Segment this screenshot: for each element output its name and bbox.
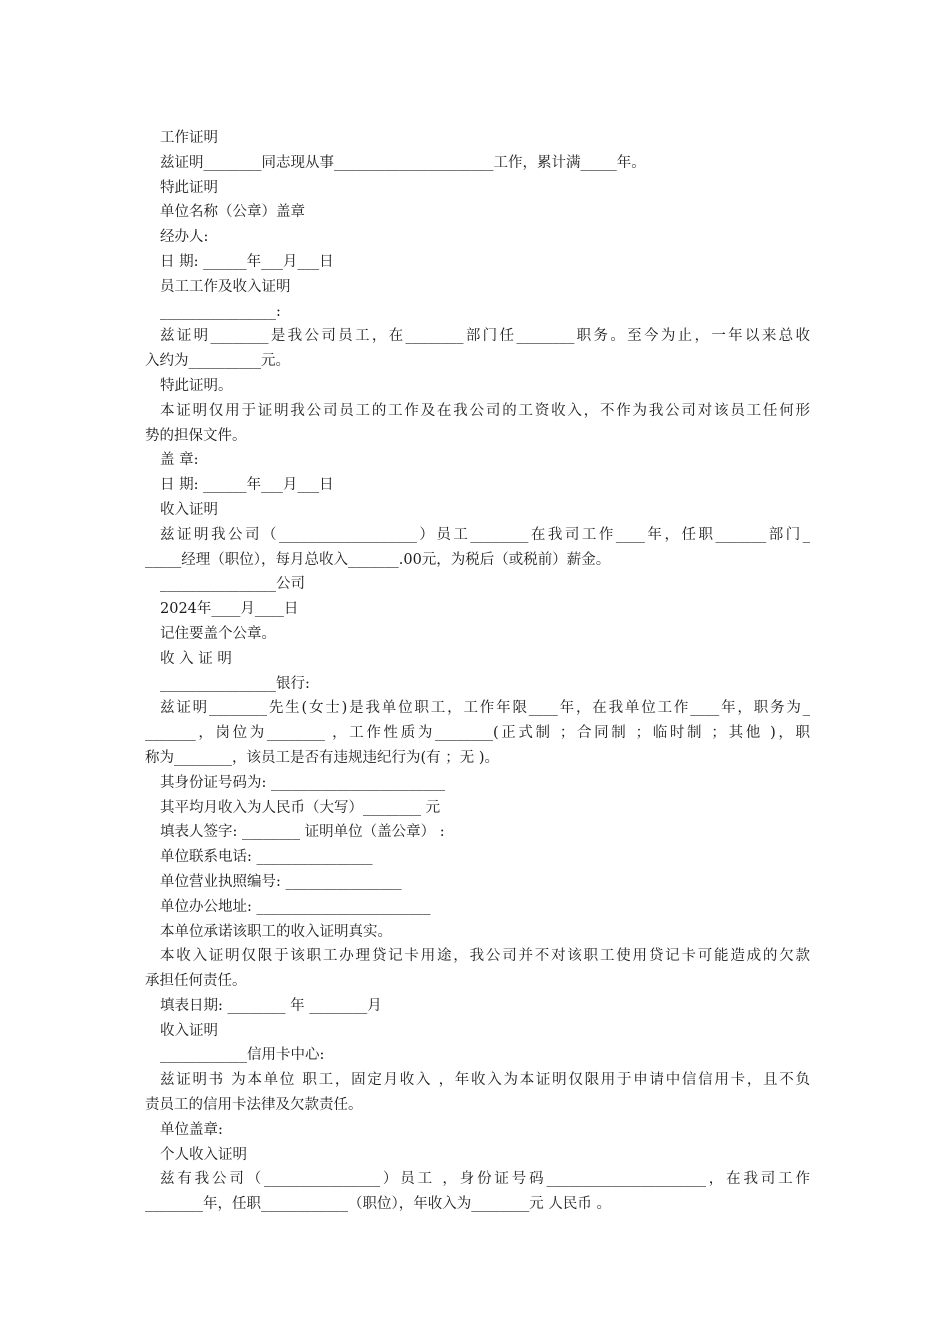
text-line: _____经理（职位），每月总收入_______.00元，为税后（或税前）薪金。 [145,551,611,568]
text-line: 填表日期: ________ 年 ________月 [160,997,382,1014]
text-line: 经办人: [160,229,209,246]
text-line: 盖 章: [160,452,199,469]
text-line: 单位办公地址: ________________________ [160,898,431,915]
text-line: 特此证明。 [160,377,233,394]
text-line: 日 期: ______年___月___日 [160,477,334,494]
text-line: 收入证明 [160,501,218,518]
text-line: 填表人签字: ________ 证明单位（盖公章） : [160,824,445,841]
text-line: 本证明仅用于证明我公司员工的工作及在我公司的工资收入，不作为我公司对该员工任何形 [160,402,810,419]
text-line: 本单位承诺该职工的收入证明真实。 [160,923,392,940]
text-line: 单位营业执照编号: ________________ [160,873,402,890]
text-line: 特此证明 [160,179,218,196]
text-line: 其身份证号码为: ________________________ [160,774,445,791]
text-line: 责员工的信用卡法律及欠款责任。 [145,1097,363,1114]
text-line: _______，岗位为________ ，工作性质为________(正式制 ；合同制 ；临时制 ；其他 )，职 [145,725,810,742]
text-line: 员工工作及收入证明 [160,278,291,295]
text-line: ____________信用卡中心: [160,1047,325,1064]
text-line: 其平均月收入为人民币（大写）________ 元 [160,799,441,816]
text-line: 兹证明我公司（___________________）员工________在我司工作____年，任职_______部门_ [160,526,810,543]
text-line: 收入证明 [160,1022,218,1039]
text-line: 单位名称（公章）盖章 [160,204,305,221]
text-line: 日 期: ______年___月___日 [160,253,334,270]
text-line: 2024年____月____日 [160,601,299,618]
text-line: 收 入 证 明 [160,650,232,667]
text-line: 工作证明 [160,130,218,146]
text-line: 兹证明________是我公司员工，在________部门任________职务。至今为止，一年以来总收 [160,328,810,345]
text-line: 势的担保文件。 [145,427,247,444]
text-line: 兹证明________先生(女士)是我单位职工，工作年限____年，在我单位工作____年，职务为_ [160,700,810,717]
text-line: 承担任何责任。 [145,973,247,990]
text-line: ________________银行: [160,675,310,692]
text-line: 称为________，该员工是否有违规违纪行为(有 ；无 )。 [145,749,500,766]
text-line: 单位联系电话: ________________ [160,849,373,866]
text-line: ________________: [160,303,281,320]
text-line: 兹证明________同志现从事______________________工作，累计满_____年。 [160,154,646,171]
text-line: 兹有我公司（________________）员工 ，身份证号码______________________，在我司工作 [160,1171,810,1188]
text-line: ________年，任职____________（职位），年收入为________元 人民币 。 [145,1196,611,1213]
text-line: 本收入证明仅限于该职工办理贷记卡用途，我公司并不对该职工使用贷记卡可能造成的欠款 [160,948,810,965]
document-body [145,126,810,1217]
text-line: 入约为__________元。 [145,353,290,370]
text-line: 单位盖章: [160,1121,223,1138]
text-line: ________________公司 [160,576,305,593]
text-line: 个人收入证明 [160,1146,247,1163]
text-line: 兹证明书 为本单位 职工，固定月收入 ，年收入为本证明仅限用于申请中信信用卡，且不负 [160,1072,810,1089]
text-line: 记住要盖个公章。 [160,625,276,642]
